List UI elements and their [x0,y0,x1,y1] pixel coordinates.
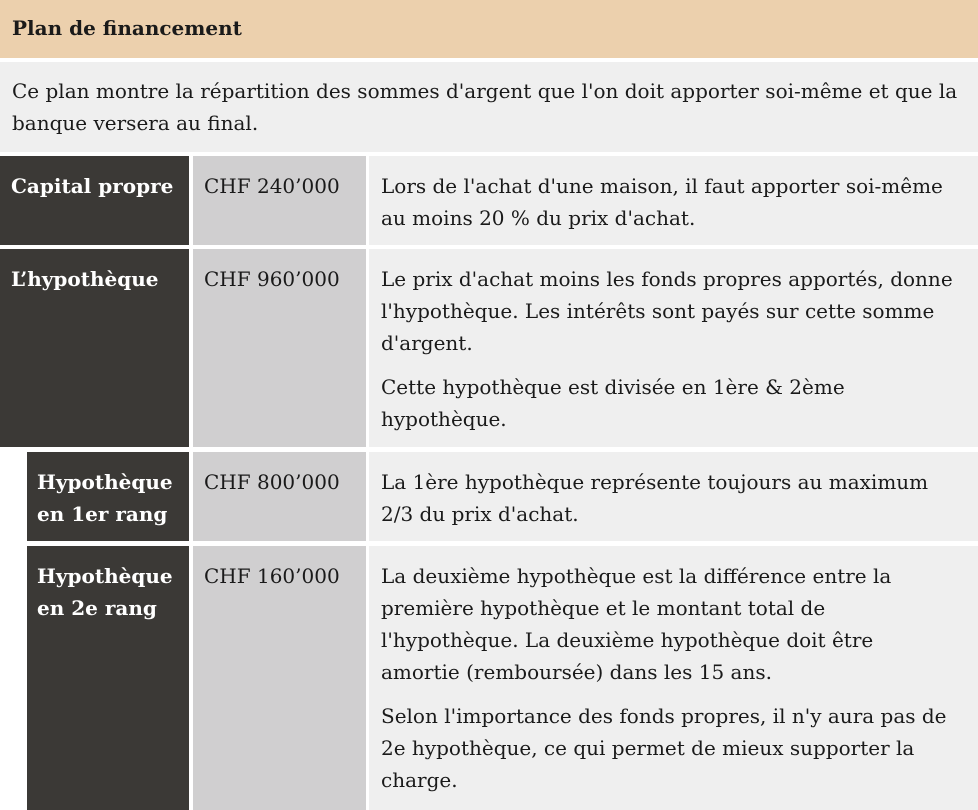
table-title [0,0,978,58]
description-hypotheque [369,249,978,447]
description-paragraph: La deuxième hypothèque est la différence entre la première hypothèque et le montant total de l'hypothèque. La deuxième hypothèque doit être amortie (remboursée) dans les 15 ans. [381,564,892,684]
amount-text: CHF 960’000 [204,267,340,291]
description-paragraph: Cette hypothèque est divisée en 1ère & 2ème hypothèque. [381,375,845,431]
label-text: L’hypothèque [11,267,159,291]
amount-text: CHF 160’000 [204,564,340,588]
description-hypotheque-1er-rang [369,452,978,541]
description-capital-propre [369,156,978,245]
amount-text: CHF 240’000 [204,174,340,198]
description-hypotheque-2e-rang [369,546,978,810]
label-text: Capital propre [11,174,174,198]
label-text: Hypothèque en 2e rang [37,564,173,620]
label-capital-propre [0,156,189,245]
label-hypotheque [0,249,189,447]
description-paragraph: Lors de l'achat d'une maison, il faut apporter soi-même au moins 20 % du prix d'achat. [381,174,943,230]
description-paragraph: La 1ère hypothèque représente toujours au maximum 2/3 du prix d'achat. [381,470,929,526]
amount-hypotheque [193,249,366,447]
label-hypotheque-2e-rang [27,546,189,810]
amount-capital-propre [193,156,366,245]
amount-text: CHF 800’000 [204,470,340,494]
intro-row [0,62,978,152]
table-title-text: Plan de financement [12,16,242,40]
amount-hypotheque-2e-rang [193,546,366,810]
description-paragraph: Selon l'importance des fonds propres, il n'y aura pas de 2e hypothèque, ce qui permet de mieux supporter la charge. [381,704,947,792]
intro-text: Ce plan montre la répartition des sommes d'argent que l'on doit apporter soi-même et que la banque versera au final. [12,79,958,135]
label-text: Hypothèque en 1er rang [37,470,173,526]
amount-hypotheque-1er-rang [193,452,366,541]
description-paragraph: Le prix d'achat moins les fonds propres apportés, donne l'hypothèque. Les intérêts sont payés sur cette somme d'argent. [381,267,953,355]
label-hypotheque-1er-rang [27,452,189,541]
